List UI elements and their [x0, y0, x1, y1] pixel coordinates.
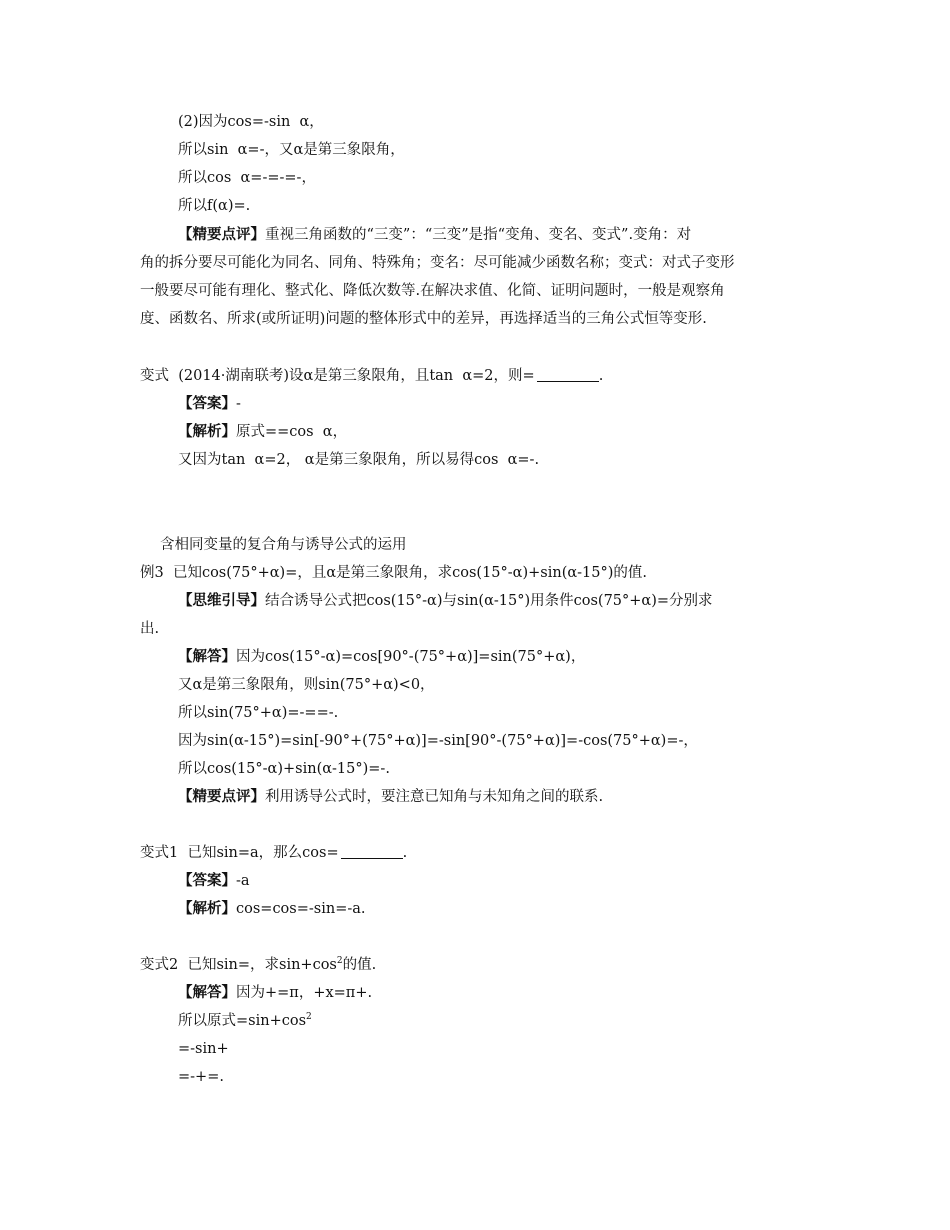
text-span: -	[236, 396, 241, 412]
text-line: 所以f(α)=.	[178, 198, 251, 214]
text-line: 所以cos(15°-α)+sin(α-15°)=-.	[178, 761, 390, 777]
text-span: .	[598, 368, 604, 384]
hint-line	[178, 591, 713, 611]
heading-label: 【解析】	[178, 900, 236, 917]
heading-label: 【精要点评】	[178, 226, 265, 243]
text-span: cos=cos=-sin=-a.	[236, 901, 366, 917]
text-span: -a	[236, 873, 250, 889]
text-span: 所以原式=sin+cos	[178, 1013, 307, 1029]
answer-blank	[341, 844, 403, 859]
question-line	[140, 843, 407, 863]
text-span: 结合诱导公式把cos(15°-α)与sin(α-15°)用条件cos(75°+α)=分别求	[265, 593, 713, 609]
heading-label: 【思维引导】	[178, 592, 265, 609]
text-span: 重视三角函数的“三变”：“三变”是指“变角、变名、变式”.变角：对	[265, 227, 692, 243]
text-line: 又α是第三象限角，则sin(75°+α)<0，	[178, 677, 435, 693]
answer-line	[178, 394, 241, 414]
comment-paragraph-line	[178, 225, 691, 245]
text-line: =-sin+	[178, 1041, 229, 1057]
text-line: 出.	[140, 621, 160, 637]
text-span: 变式 (2014·湖南联考)设α是第三象限角，且tan α=2，则=	[140, 368, 535, 384]
text-line: 角的拆分要尽可能化为同名、同角、特殊角；变名：尽可能减少函数名称；变式：对式子变形	[140, 255, 735, 271]
solution-line	[178, 983, 372, 1003]
text-span: 变式2 已知sin=，求sin+cos	[140, 957, 337, 973]
question-line	[140, 366, 603, 386]
superscript: 2	[306, 1012, 312, 1022]
text-line: 所以sin α=-，又α是第三象限角，	[178, 142, 405, 158]
heading-label: 【解析】	[178, 423, 236, 440]
heading-label: 【解答】	[178, 984, 236, 1001]
solution-line	[178, 647, 585, 667]
heading-label: 【解答】	[178, 648, 236, 665]
answer-blank	[537, 367, 599, 382]
text-span: 原式==cos α，	[236, 424, 348, 440]
text-line: 又因为tan α=2， α是第三象限角，所以易得cos α=-.	[178, 452, 540, 468]
analysis-line	[178, 422, 347, 442]
example-line: 例3 已知cos(75°+α)=，且α是第三象限角，求cos(15°-α)+sin(α-15°)的值.	[140, 565, 648, 581]
analysis-line	[178, 899, 366, 919]
text-span: 变式1 已知sin=a，那么cos=	[140, 845, 339, 861]
text-line	[178, 1011, 312, 1031]
heading-label: 【答案】	[178, 395, 236, 412]
heading-label: 【精要点评】	[178, 788, 265, 805]
text-line: 因为sin(α-15°)=sin[-90°+(75°+α)]=-sin[90°-(75°+α)]=-cos(75°+α)=-，	[178, 733, 698, 749]
answer-line	[178, 871, 250, 891]
text-line: 度、函数名、所求(或所证明)问题的整体形式中的差异，再选择适当的三角公式恒等变形.	[140, 311, 707, 327]
text-span: 因为+=π，+x=π+.	[236, 985, 373, 1001]
heading-label: 【答案】	[178, 872, 236, 889]
text-span: 因为cos(15°-α)=cos[90°-(75°+α)]=sin(75°+α)，	[236, 649, 586, 665]
superscript: 2	[336, 956, 343, 966]
text-line: =-+=.	[178, 1069, 224, 1085]
text-line: 所以cos α=-=-=-，	[178, 170, 316, 186]
question-line	[140, 955, 376, 975]
text-line: (2)因为cos=-sin α，	[178, 114, 324, 130]
text-span: 的值.	[342, 957, 377, 973]
text-line: 所以sin(75°+α)=-==-.	[178, 705, 339, 721]
text-span: 利用诱导公式时，要注意已知角与未知角之间的联系.	[265, 789, 604, 805]
section-title: 含相同变量的复合角与诱导公式的运用	[160, 537, 407, 553]
comment-line	[178, 787, 603, 807]
text-line: 一般要尽可能有理化、整式化、降低次数等.在解决求值、化简、证明问题时，一般是观察角	[140, 283, 725, 299]
text-span: .	[402, 845, 408, 861]
